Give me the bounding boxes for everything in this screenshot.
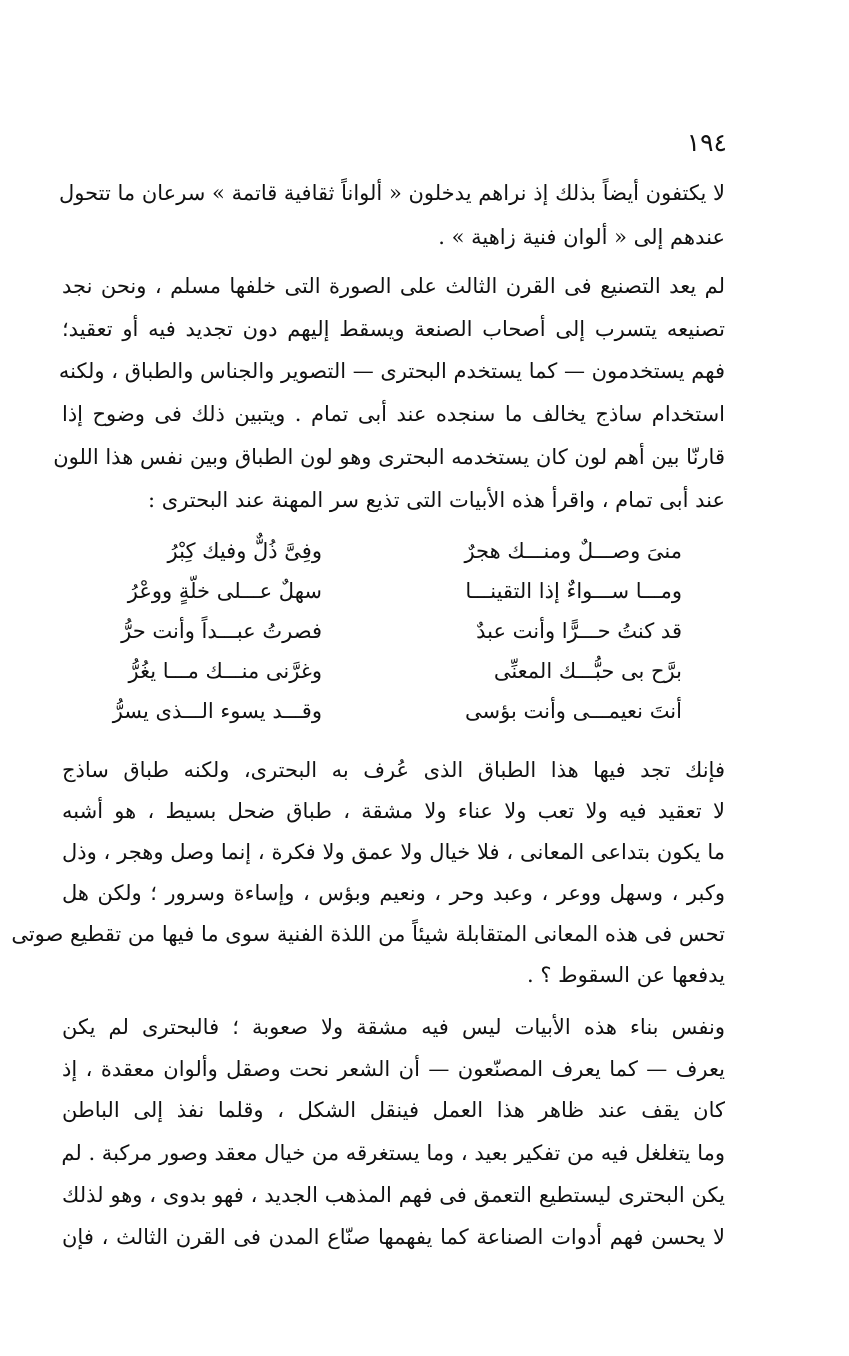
poem-verse-2 [62,576,682,606]
paragraph-4-line-5: يكن البحترى ليستطيع التعمق فى فهم المذهب الجديد ، فهو بدوى ، وهو لذلك [62,1183,725,1207]
paragraph-2-line-4: استخدام ساذج يخالف ما سنجده عند أبى تمام . ويتبين ذلك فى وضوح إذا [62,402,725,426]
paragraph-4-line-3: كان يقف عند ظاهر هذا العمل فينقل الشكل ، وقلما نفذ إلى الباطن [62,1098,725,1122]
paragraph-1-line-2: عندهم إلى « ألوان فنية زاهية » . [438,225,725,249]
verse-1-second-hemistich: وفِىَّ ذُلٌّ وفيك كِبْرُ [167,539,322,563]
paragraph-2-line-6: عند أبى تمام ، واقرأ هذه الأبيات التى تذيع سر المهنة عند البحترى : [148,488,725,512]
verse-5-second-hemistich: وقـــد يسوء الـــذى يسرُّ [112,699,322,723]
paragraph-4-line-2: يعرف — كما يعرف المصنّعون — أن الشعر نحت وصقل وألوان معقدة ، إذ [62,1057,725,1081]
paragraph-4-line-1: ونفس بناء هذه الأبيات ليس فيه مشقة ولا صعوبة ؛ فالبحترى لم يكن [62,1015,725,1039]
paragraph-3-line-2: لا تعقيد فيه ولا تعب ولا عناء ولا مشقة ، طباق ضحل بسيط ، هو أشبه [62,799,725,823]
poem-verse-4 [62,656,682,686]
paragraph-1-line-1: لا يكتفون أيضاً بذلك إذ نراهم يدخلون « ألواناً ثقافية قاتمة » سرعان ما تتحول [59,181,725,205]
verse-4-second-hemistich: وغرَّنى منـــك مـــا يغُرُّ [128,659,322,683]
paragraph-3-line-4: وكبر ، وسهل ووعر ، وعبد وحر ، ونعيم وبؤس ، وإساءة وسرور ؛ ولكن هل [62,881,725,905]
poem-verse-1 [62,536,682,566]
poem-verse-5 [62,696,682,726]
paragraph-3-line-5: تحس فى هذه المعانى المتقابلة شيئاً من اللذة الفنية سوى ما فيها من تقطيع صوتى [11,922,725,946]
paragraph-2-line-1: لم يعد التصنيع فى القرن الثالث على الصورة التى خلفها مسلم ، ونحن نجد [62,274,725,298]
verse-1-first-hemistich: منىَ وصـــلٌ ومنـــك هجرٌ [464,539,682,563]
paragraph-2-line-5: قارنّا بين أهم لون كان يستخدمه البحترى وهو لون الطباق وبين نفس هذا اللون [53,445,725,469]
verse-5-first-hemistich: أنتَ نعيمـــى وأنت بؤسى [465,699,682,723]
paragraph-3-line-6: يدفعها عن السقوط ؟ . [526,963,725,987]
paragraph-3-line-1: فإنك تجد فيها هذا الطباق الذى عُرف به البحترى، ولكنه طباق ساذج [62,758,725,782]
paragraph-4-line-4: وما يتغلغل فيه من تفكير بعيد ، وما يستغرقه من خيال معقد وصور مركبة . لم [61,1141,725,1165]
paragraph-2-line-2: تصنيعه يتسرب إلى أصحاب الصنعة ويسقط إليهم دون تجديد فيه أو تعقيد؛ [62,317,725,341]
verse-2-second-hemistich: سهلٌ عـــلى خلّةٍ ووعْرُ [127,579,322,603]
paragraph-4-line-6: لا يحسن فهم أدوات الصناعة كما يفهمها صنّاع المدن فى القرن الثالث ، فإن [62,1225,725,1249]
paragraph-2-line-3: فهم يستخدمون — كما يستخدم البحترى — التصوير والجناس والطباق ، ولكنه [58,359,725,383]
verse-3-first-hemistich: قد كنتُ حـــرًّا وأنت عبدٌ [476,619,682,643]
verse-3-second-hemistich: فصرتُ عبـــداً وأنت حرُّ [121,619,322,643]
verse-2-first-hemistich: ومـــا ســـواءٌ إذا التقينـــا [465,579,682,603]
poem-verse-3 [62,616,682,646]
paragraph-3-line-3: ما يكون بتداعى المعانى ، فلا خيال ولا عمق ولا فكرة ، إنما وصل وهجر ، وذل [62,840,725,864]
page-number: ١٩٤ [686,128,727,157]
verse-4-first-hemistich: برَّح بى حبُّـــك المعنِّى [493,659,682,683]
